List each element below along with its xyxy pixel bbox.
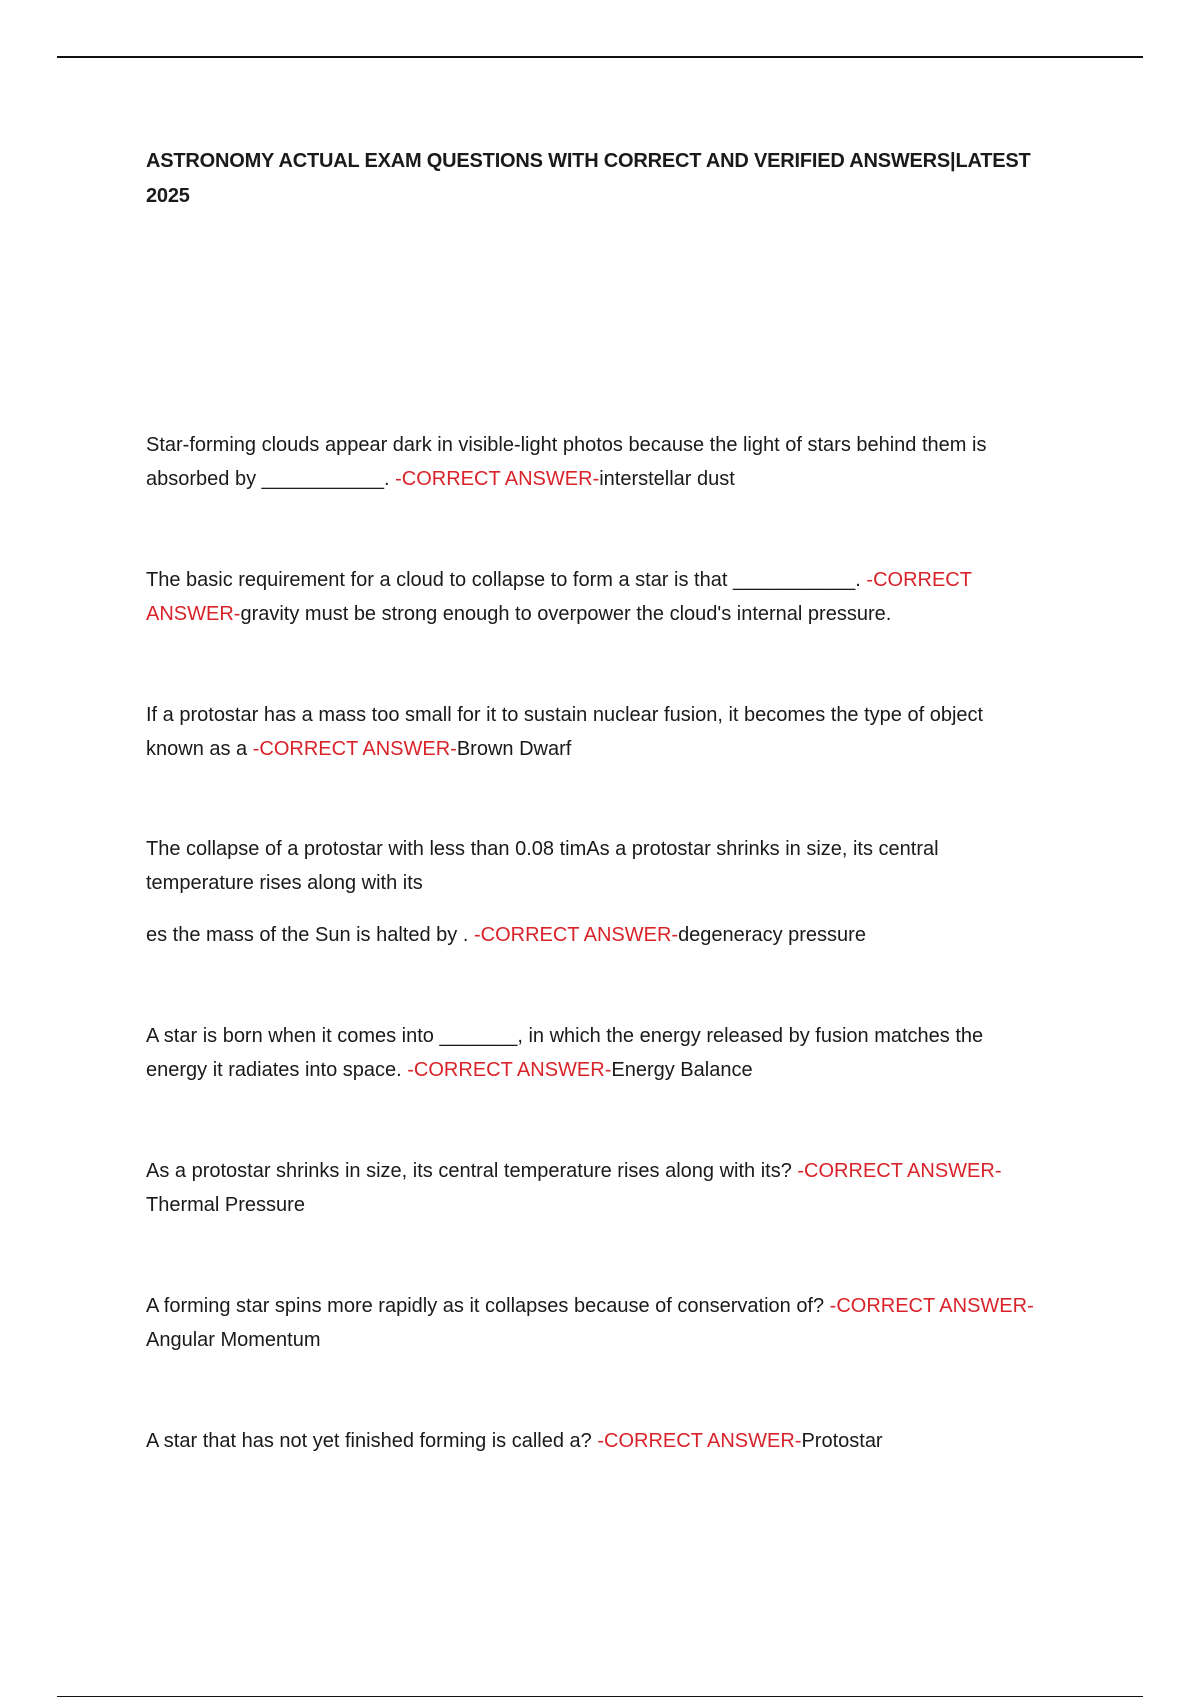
question-text: Star-forming clouds appear dark in visible-light photos because the light of stars behind them is absorbed by ___________. [146,434,987,490]
qa-item-6 [146,1154,1046,1222]
answer-tag: -CORRECT ANSWER- [252,738,457,760]
question-text: A star that has not yet finished forming is called a? [146,1430,598,1452]
answer-text: Protostar [801,1430,883,1452]
question-text: As a protostar shrinks in size, its central temperature rises along with its? [146,1160,798,1182]
answer-tag: -CORRECT ANSWER- [797,1160,1002,1182]
answer-text: degeneracy pressure [678,924,866,946]
answer-tag: -CORRECT ANSWER- [395,468,600,490]
question-text: If a protostar has a mass too small for it to sustain nuclear fusion, it becomes the type of object known as a [146,704,984,760]
answer-tag: -CORRECT ANSWER- [146,569,972,625]
footer-rule [57,1696,1143,1697]
answer-text: interstellar dust [599,468,735,490]
answer-tag: -CORRECT ANSWER- [597,1430,802,1452]
answer-text: Thermal Pressure [146,1194,305,1216]
question-text: A star is born when it comes into _______, in which the energy released by fusion matches the energy it radiates into space. [146,1025,984,1081]
qa-item-7 [146,1289,1046,1357]
header-rule [57,56,1143,58]
qa-item-4 [146,832,1046,900]
question-continuation-text: es the mass of the Sun is halted by . [146,924,474,946]
qa-item-1 [146,428,1046,496]
question-text: The collapse of a protostar with less than 0.08 timAs a protostar shrinks in size, its central temperature rises along with its [146,838,939,894]
question-text: The basic requirement for a cloud to collapse to form a star is that ___________. [146,569,867,591]
answer-text: Angular Momentum [146,1329,321,1351]
qa-item-8 [146,1424,1046,1458]
answer-tag: -CORRECT ANSWER- [473,924,679,946]
answer-tag: -CORRECT ANSWER- [407,1059,612,1081]
question-text: A forming star spins more rapidly as it collapses because of conservation of? [146,1295,830,1317]
answer-text: gravity must be strong enough to overpower the cloud's internal pressure. [240,603,892,625]
qa-item-3 [146,698,1046,766]
answer-text: Energy Balance [611,1059,753,1081]
qa-item-2 [146,563,1046,631]
answer-tag: -CORRECT ANSWER- [829,1295,1034,1317]
document-title: ASTRONOMY ACTUAL EXAM QUESTIONS WITH CORRECT AND VERIFIED ANSWERS|LATEST 2025 [146,150,1031,207]
qa-item-4-continuation [146,918,1046,952]
answer-text: Brown Dwarf [456,738,572,760]
qa-item-5 [146,1019,1046,1087]
